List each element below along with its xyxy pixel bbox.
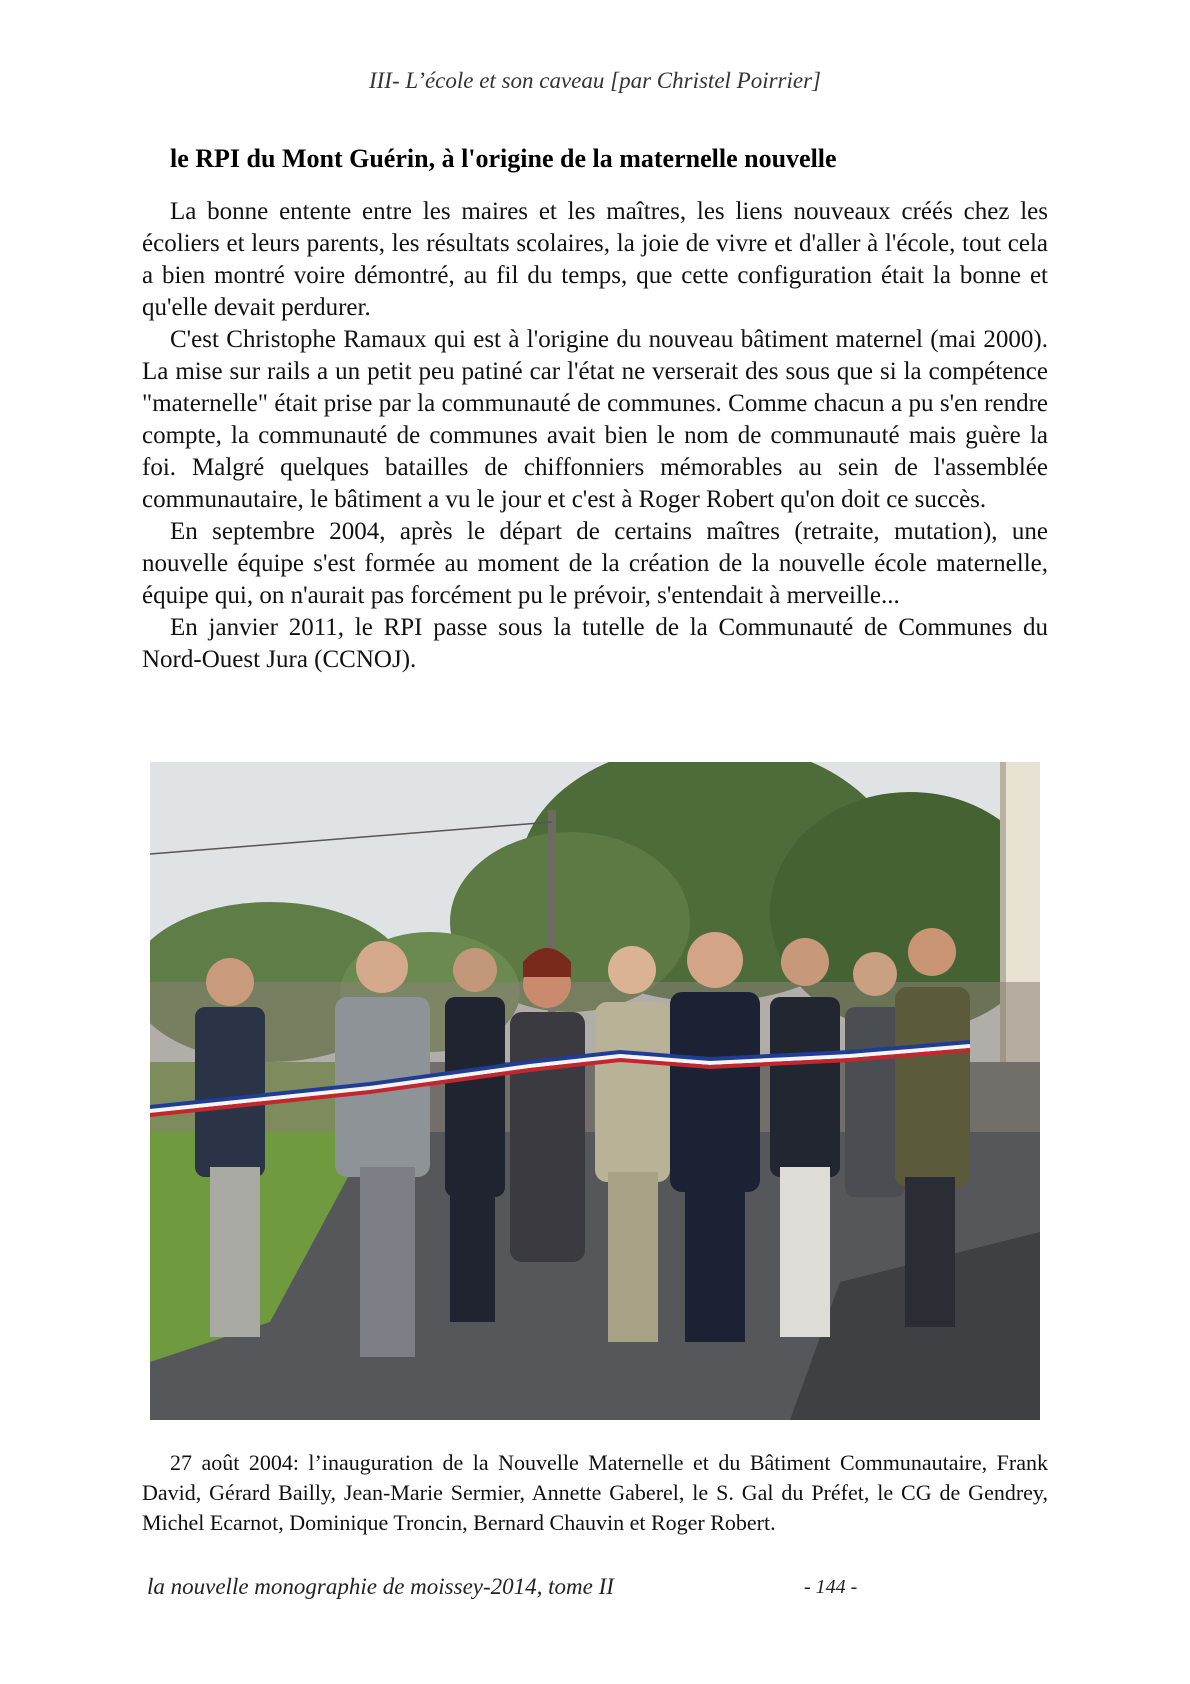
paragraph: La bonne entente entre les maires et les maîtres, les liens nouveaux créés chez les écoliers et leurs parents, les résultats scolaires, la joie de vivre et d'aller à l'école, tout cela a bien montré voire démontré, au fil du temps, que cette configuration était la bonne et qu'elle devait perdurer. [142,198,1048,321]
paragraph: En janvier 2011, le RPI passe sous la tutelle de la Communauté de Communes du Nord-Ouest Jura (CCNOJ). [142,614,1048,673]
inauguration-photo [150,762,1040,1420]
caption-text: 27 août 2004: l’inauguration de la Nouvelle Maternelle et du Bâtiment Communautaire, Frank David, Gérard Bailly, Jean-Marie Sermier, Annette Gaberel, le S. Gal du Préfet, le CG de Gendrey, Michel Ecarnot, Dominique Troncin, Bernard Chauvin et Roger Robert. [142,1450,1048,1535]
footer-book-title: la nouvelle monographie de moissey-2014, tome II [147,1574,614,1599]
paragraph: C'est Christophe Ramaux qui est à l'origine du nouveau bâtiment maternel (mai 2000). La mise sur rails a un petit peu patiné car l'état ne verserait des sous que si la compétence "maternelle" était prise par la communauté de communes. Comme chacun a pu s'en rendre compte, la communauté de communes avait bien le nom de communauté mais guère la foi. Malgré quelques batailles de chiffonniers mémorables au sein de l'assemblée communautaire, le bâtiment a vu le jour et c'est à Roger Robert qu'on doit ce succès. [142,326,1048,513]
photo-illustration [150,762,1040,1420]
page-number: - 144 - [804,1576,858,1598]
body-text [142,196,1048,676]
running-header: III- L’école et son caveau [par Christel Poirrier] [368,68,822,93]
figure-caption [142,1448,1048,1538]
paragraph: En septembre 2004, après le départ de certains maîtres (retraite, mutation), une nouvelle équipe s'est formée au moment de la création de la nouvelle école maternelle, équipe qui, on n'aurait pas forcément pu le prévoir, s'entendait à merveille... [142,518,1048,609]
section-title: le RPI du Mont Guérin, à l'origine de la maternelle nouvelle [170,144,837,173]
